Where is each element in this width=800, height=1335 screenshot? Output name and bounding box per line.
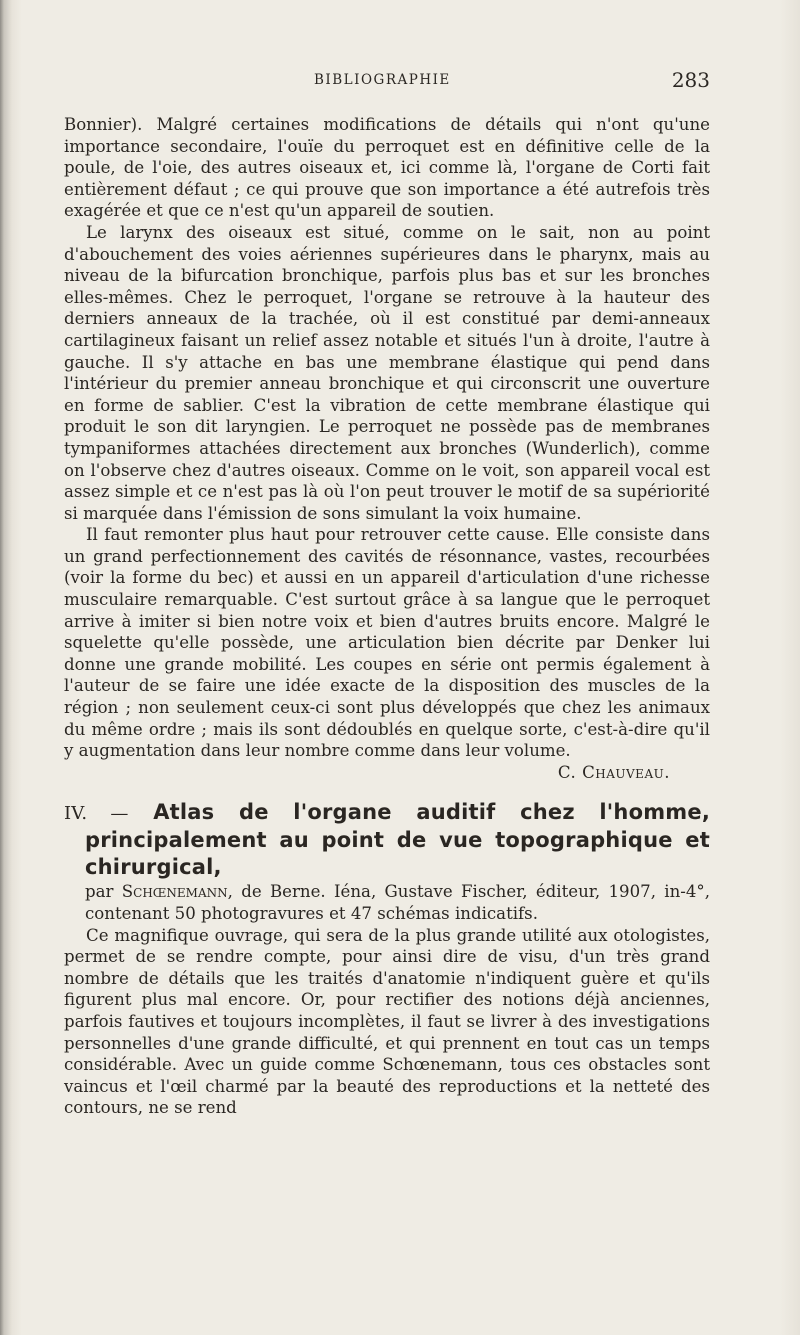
page-body <box>64 114 710 1119</box>
entry-heading <box>64 800 710 879</box>
entry-number: IV. — <box>64 803 129 825</box>
paragraph: Le larynx des oiseaux est situé, comme on le sait, non au point d'abouchement des voies aériennes supérieures dans le pharynx, mais au niveau de la bifurcation bronchique, parfois plus bas et sur les bronches elles-mêmes. Chez le perroquet, l'organe se retrouve à la hauteur des derniers anneaux de la trachée, où il est constitué par demi-anneaux cartilagineux faisant un relief assez notable et situés l'un à droite, l'autre à gauche. Il s'y attache en bas une membrane élastique qui pend dans l'intérieur du premier anneau bronchique et qui circonscrit une ouverture en forme de sablier. C'est la vibration de cette membrane élastique qui produit le son dit laryngien. Le perroquet ne possède pas de membranes tympaniformes attachées directement aux bronches (Wunderlich), comme on l'observe chez d'autres oiseaux. Comme on le voit, son appareil vocal est assez simple et ce n'est pas là où l'on peut trouver le motif de sa supériorité si marquée dans l'émission de sons simulant la voix humaine. <box>64 222 710 523</box>
page-header <box>64 70 710 96</box>
signature: C. Chauveau. <box>557 762 670 782</box>
publication-details: , de Berne. Iéna, Gustave Fischer, éditeur, 1907, in-4°, contenant 50 photogravures et 47 schémas indicatifs. <box>85 882 710 923</box>
review-text: Ce magnifique ouvrage, qui sera de la plus grande utilité aux otologistes, permet de se rendre compte, pour ainsi dire de visu, d'un très grand nombre de détails que les traités d'anatomie n'indiquent guère et qu'ils figurent plus mal encore. Or, pour rectifier des notions déjà anciennes, parfois fautives et toujours incomplètes, il faut se livrer à des investigations personnelles d'une grande difficulté, et qui prennent en tout cas un temps considérable. Avec un guide comme Schœnemann, tous ces obstacles sont vaincus et l'œil charmé par la beauté des reproductions et la netteté des contours, ne se rend <box>64 925 710 1118</box>
entry-author: Schœnemann <box>121 882 228 902</box>
running-title: BIBLIOGRAPHIE <box>314 72 451 88</box>
page-number: 283 <box>671 68 710 92</box>
paragraph: Bonnier). Malgré certaines modifications de détails qui n'ont qu'une importance secondaire, l'ouïe du perroquet est en définitive celle de la poule, de l'oie, des autres oiseaux et, ici comme là, l'organe de Corti fait entièrement défaut ; ce qui prouve que son importance a été autrefois très exagérée et que ce n'est qu'un appareil de soutien. <box>64 115 710 221</box>
paragraph: Il faut remonter plus haut pour retrouver cette cause. Elle consiste dans un grand perfectionnement des cavités de résonnance, vastes, recourbées (voir la forme du bec) et aussi en un appareil d'articulation d'une richesse musculaire remarquable. C'est surtout grâce à sa langue que le perroquet arrive à imiter si bien notre voix et bien d'autres bruits encore. Malgré le squelette qu'elle possède, une articulation bien décrite par Denker lui donne une grande mobilité. Les coupes en série ont permis également à l'auteur de se faire une idée exacte de la disposition des muscles de la région ; non seulement ceux-ci sont plus développés que chez les animaux du même ordre ; mais ils sont dédoublés en quelque sorte, c'est-à-dire qu'il y augmentation dans leur nombre comme dans leur volume. <box>64 525 710 761</box>
bibliography-entry <box>64 799 710 924</box>
author-prefix: par <box>85 882 114 902</box>
entry-title: Atlas de l'organe auditif chez l'homme, principalement au point de vue topographique et chirurgical, <box>85 800 710 880</box>
entry-publication <box>85 881 710 924</box>
